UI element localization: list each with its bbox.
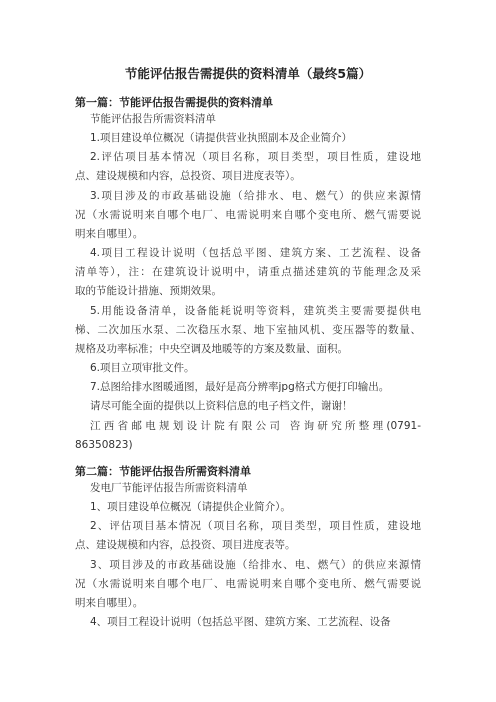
part2-item-2: 2、评估项目基本情况（项目名称，项目类型，项目性质，建设地 点、建设规模和内容，总投资、项目进度表等。 <box>75 520 421 552</box>
part1-item-6: 6.项目立项审批文件。 <box>90 362 195 375</box>
part1-body <box>75 110 421 455</box>
part1-item-1: 1.项目建设单位概况（请提供营业执照副本及企业简介） <box>90 132 353 145</box>
part1-signature: 江西省邮电规划设计院有限公司 咨询研究所整理(0791- 86350823) <box>75 419 421 451</box>
part1-closing: 请尽可能全面的提供以上资料信息的电子档文件，谢谢！ <box>90 400 353 413</box>
part2-subtitle: 发电厂节能评估报告所需资料清单 <box>90 482 248 494</box>
document-title: 节能评估报告需提供的资料清单（最终5篇） <box>124 66 372 81</box>
part2-body <box>75 479 421 632</box>
part1-heading: 第一篇：节能评估报告需提供的资料清单 <box>75 96 273 109</box>
part1-item-4: 4.项目工程设计说明（包括总平图、建筑方案、工艺流程、设备 清单等），注：在建筑设计说明中，请重点描述建筑的节能理念及采 取的节能设计措施、预期效果。 <box>75 247 421 298</box>
part1-item-7: 7.总图给排水图暖通图，最好是高分辨率jpg格式方便打印输出。 <box>90 381 390 394</box>
part1-subtitle: 节能评估报告所需资料清单 <box>90 113 216 125</box>
part2-item-4: 4、项目工程设计说明（包括总平图、建筑方案、工艺流程、设备 <box>90 616 391 629</box>
part2-heading: 第二篇：节能评估报告所需资料清单 <box>75 465 251 478</box>
part1-item-3: 3.项目涉及的市政基础设施（给排水、电、燃气）的供应来源情 况（水需说明来自哪个电厂、电需说明来自哪个变电所、燃气需要说 明来自哪里）。 <box>75 189 421 240</box>
part1-item-2: 2.评估项目基本情况（项目名称，项目类型，项目性质，建设地 点、建设规模和内容，总投资、项目进度表等）。 <box>75 151 421 183</box>
part2-item-1: 1、项目建设单位概况（请提供企业简介）。 <box>90 501 291 514</box>
part2-item-3: 3、项目涉及的市政基础设施（给排水、电、燃气）的供应来源情 况（水需说明来自哪个电厂、电需说明来自哪个变电所、燃气需要说 明来自哪里）。 <box>75 558 421 609</box>
part1-item-5: 5.用能设备清单，设备能耗说明等资料，建筑类主要需要提供电 梯、二次加压水泵、二次稳压水泵、地下室抽风机、变压器等的数量、 规格及功率标准；中央空调及地暖等的方案及数量、面积。 <box>75 304 421 355</box>
